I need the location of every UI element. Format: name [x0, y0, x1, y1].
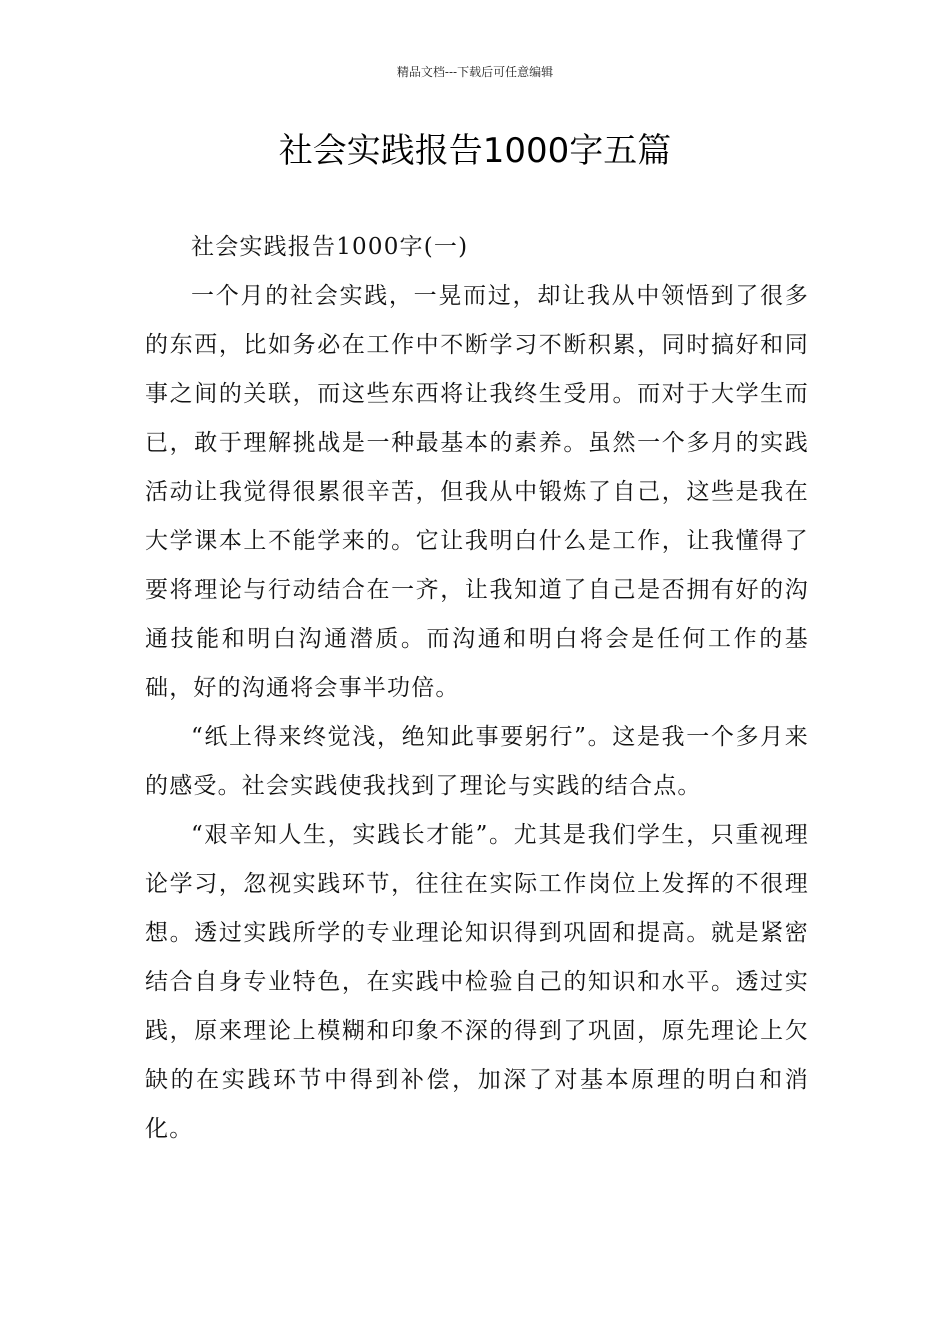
paragraph: 一个月的社会实践，一晃而过，却让我从中领悟到了很多的东西，比如务必在工作中不断学习不断积累，同时搞好和同事之间的关联，而这些东西将让我终生受用。而对于大学生而已，敢于理解挑战是一种最基本的素养。虽然一个多月的实践活动让我觉得很累很辛苦，但我从中锻炼了自己，这些是我在大学课本上不能学来的。它让我明白什么是工作，让我懂得了要将理论与行动结合在一齐，让我知道了自己是否拥有好的沟通技能和明白沟通潜质。而沟通和明白将会是任何工作的基础，好的沟通将会事半功倍。 [145, 283, 809, 701]
document-title: 社会实践报告1000字五篇 [278, 131, 672, 171]
document-body [145, 223, 809, 1154]
paragraph: “艰辛知人生，实践长才能”。尤其是我们学生，只重视理论学习，忽视实践环节，往往在实际工作岗位上发挥的不很理想。透过实践所学的专业理论知识得到巩固和提高。就是紧密结合自身专业特色，在实践中检验自己的知识和水平。透过实践，原来理论上模糊和印象不深的得到了巩固，原先理论上欠缺的在实践环节中得到补偿，加深了对基本原理的明白和消化。 [145, 822, 809, 1142]
header-note: 精品文档---下载后可任意编辑 [396, 65, 554, 79]
paragraph: “纸上得来终觉浅，绝知此事要躬行”。这是我一个多月来的感受。社会实践使我找到了理论与实践的结合点。 [145, 724, 809, 799]
section-heading: 社会实践报告1000字(一) [191, 234, 469, 260]
